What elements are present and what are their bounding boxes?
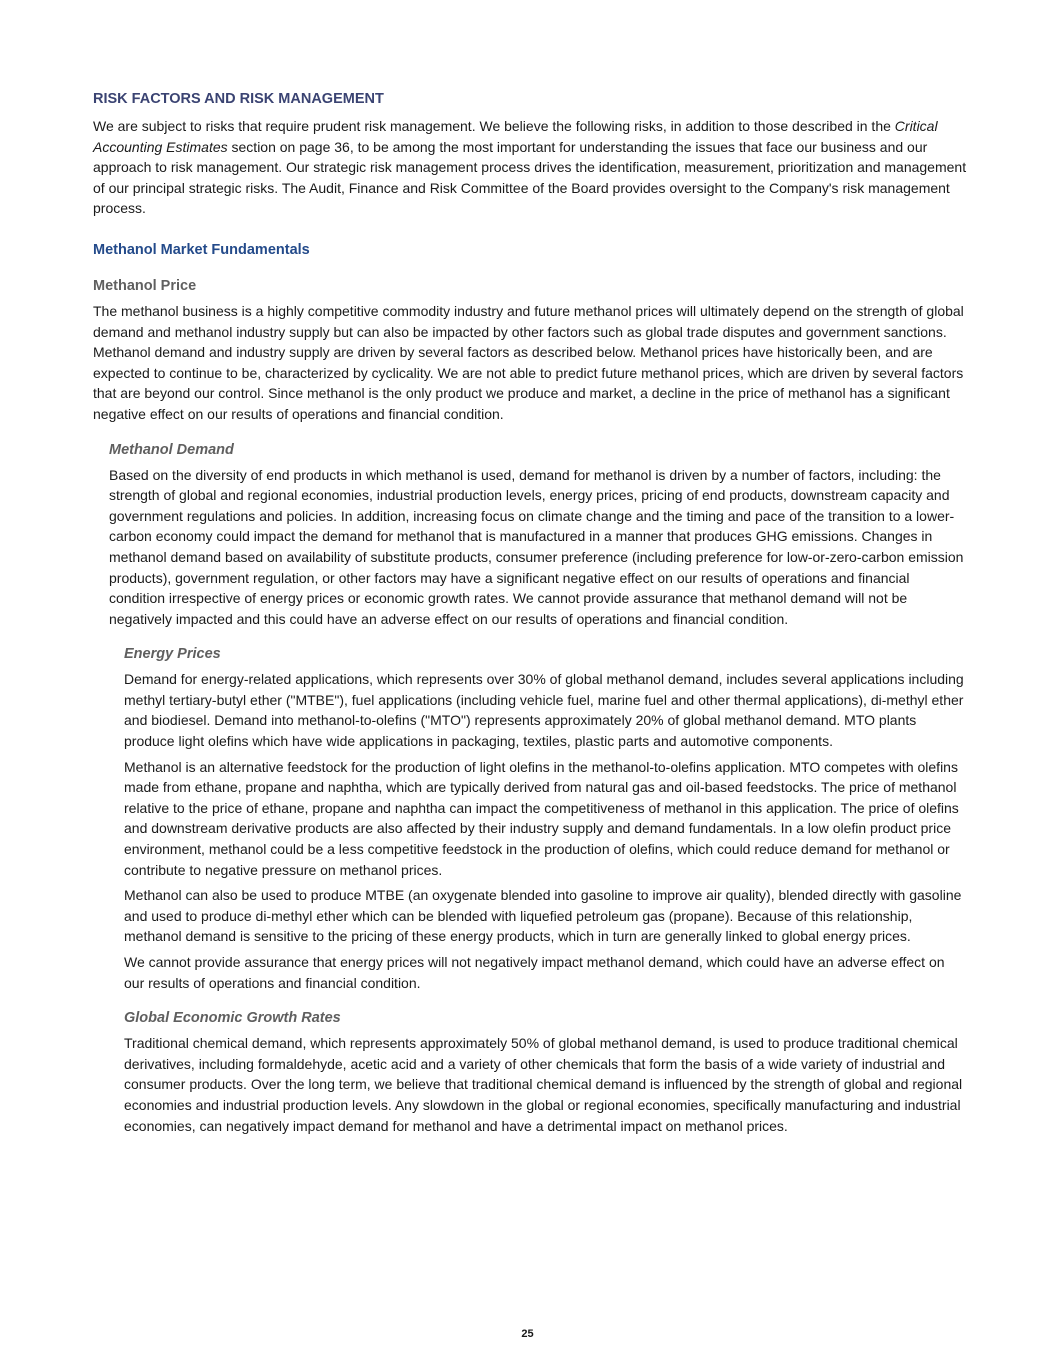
intro-text-end: section on page 36, to be among the most important for understanding the issues that face our business and our approach to risk management. Our strategic risk management process drives the identification, measurement, prioritization and management of our principal strategic risks. The Audit, Finance and Risk Committee of the Board provides oversight to the Company's risk management process. [93,138,967,217]
methanol-demand-section [109,439,968,630]
energy-prices-paragraph-4: We cannot provide assurance that energy prices will not negatively impact methanol demand, which could have an adverse effect on our results of operations and financial condition. [124,954,945,991]
energy-prices-paragraph-1: Demand for energy-related applications, which represents over 30% of global methanol demand, includes several applications including methyl tertiary-butyl ether ("MTBE"), fuel applications (including vehicle fuel, marine fuel and other thermal applications), di-methyl ether and biodiesel. Demand into methanol-to-olefins ("MTO") represents approximately 20% of global methanol demand. MTO plants produce light olefins which have wide applications in packaging, textiles, plastic parts and automotive components. [124,671,964,750]
subheading-methanol-price: Methanol Price [93,277,197,294]
intro-paragraph [93,116,968,219]
intro-italic-reference: Critical Accounting Estimates [93,118,938,155]
intro-text-start: We are subject to risks that require prudent risk management. We believe the following risks, in addition to those described in the [93,118,895,134]
page-number: 25 [521,1328,534,1340]
energy-prices-paragraph-2: Methanol is an alternative feedstock for the production of light olefins in the methanol-to-olefins application. MTO competes with olefins made from ethane, propane and naphtha, which are typically derived from natural gas and oil-based feedstocks. The price of methanol relative to the price of ethane, propane and naphtha can impact the competitiveness of methanol in this application. The price of olefins and downstream derivative products are also affected by their industry supply and demand fundamentals. In a low olefin product price environment, methanol could be a less competitive feedstock in the production of olefins, which could reduce demand for methanol or contribute to negative pressure on methanol prices. [124,758,959,878]
global-growth-section [124,1007,968,1136]
document-page [93,88,968,1136]
page-title: RISK FACTORS AND RISK MANAGEMENT [93,91,384,107]
energy-prices-section [124,643,968,993]
subheading-global-growth: Global Economic Growth Rates [124,1010,341,1027]
global-growth-paragraph: Traditional chemical demand, which represents approximately 50% of global methanol demand, is used to produce traditional chemical derivatives, including formaldehyde, acetic acid and a variety of other chemicals that form the basis of a wide variety of industrial and consumer products. Over the long term, we believe that traditional chemical demand is influenced by the strength of global and regional economies and industrial production levels. Any slowdown in the global or regional economies, specifically manufacturing and industrial economies, can negatively impact demand for methanol and have a detrimental impact on methanol prices. [124,1035,963,1134]
subheading-methanol-demand: Methanol Demand [109,441,234,458]
methanol-price-paragraph: The methanol business is a highly competitive commodity industry and future methanol prices will ultimately depend on the strength of global demand and methanol industry supply but can also be impacted by other factors such as global trade disputes and government sanctions. Methanol demand and industry supply are driven by several factors as described below. Methanol prices have historically been, and are expected to continue to be, characterized by cyclicality. We are not able to predict future methanol prices, which are driven by several factors that are beyond our control. Since methanol is the only product we produce and market, a decline in the price of methanol has a significant negative effect on our results of operations and financial condition. [93,302,964,422]
energy-prices-paragraph-3: Methanol can also be used to produce MTBE (an oxygenate blended into gasoline to improve air quality), blended directly with gasoline and used to produce di-methyl ether which can be blended with liquefied petroleum gas (propane). Because of this relationship, methanol demand is sensitive to the pricing of these energy products, which in turn are generally linked to global energy prices. [124,887,962,945]
methanol-demand-paragraph: Based on the diversity of end products in which methanol is used, demand for methanol is driven by a number of factors, including: the strength of global and regional economies, industrial production levels, energy prices, pricing of end products, downstream capacity and government regulations and policies. In addition, increasing focus on climate change and the timing and pace of the transition to a lower-carbon economy could impact the demand for methanol that is manufactured in a manner that produces GHG emissions. Changes in methanol demand based on availability of substitute products, consumer preference (including preference for low-or-zero-carbon emission products), government regulation, or other factors may have a significant negative effect on our results of operations and financial condition irrespective of energy prices or economic growth rates. We cannot provide assurance that methanol demand will not be negatively impacted and this could have an adverse effect on our results of operations and financial condition. [109,466,964,627]
subheading-energy-prices: Energy Prices [124,646,221,663]
section-heading-market-fundamentals: Methanol Market Fundamentals [93,241,310,258]
